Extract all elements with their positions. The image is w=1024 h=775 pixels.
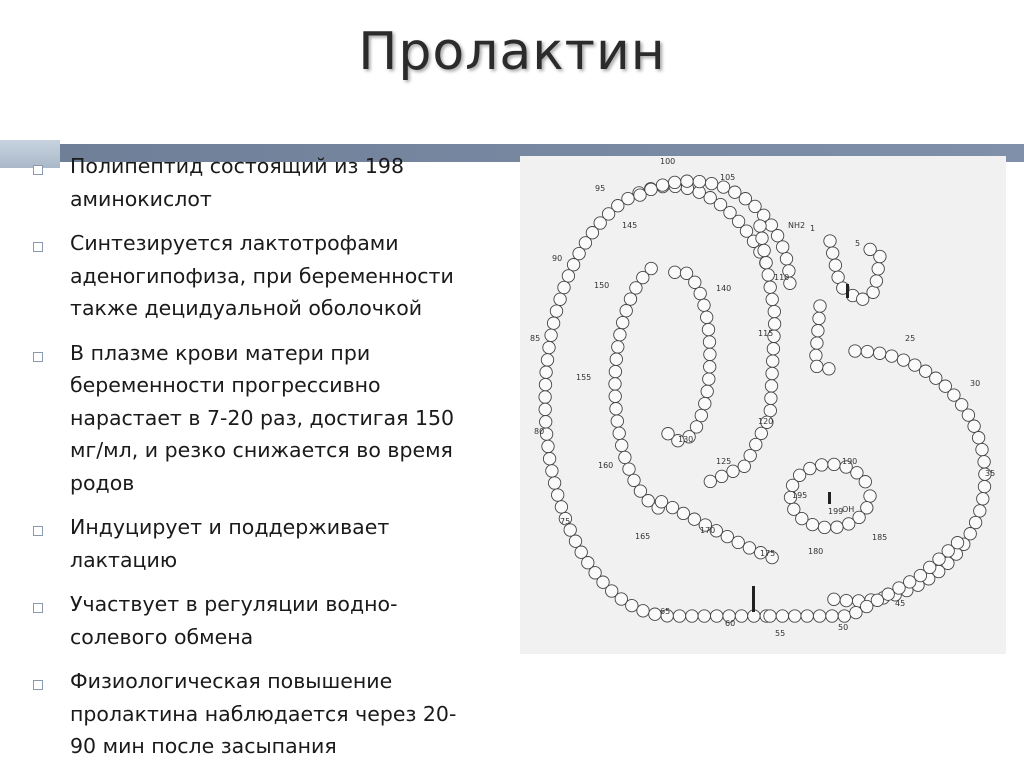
residue-number-label: 80	[534, 427, 545, 436]
residue-bead	[543, 453, 555, 465]
disulfide-bond	[828, 492, 831, 504]
residue-bead	[645, 183, 657, 195]
residue-bead	[811, 360, 823, 372]
residue-bead	[776, 610, 788, 622]
residue-bead	[827, 247, 839, 259]
residue-bead	[977, 493, 989, 505]
residue-bead	[703, 336, 715, 348]
residue-bead	[849, 345, 861, 357]
residue-bead	[612, 341, 624, 353]
residue-bead	[826, 610, 838, 622]
bullet-item	[30, 337, 500, 500]
residue-bead	[558, 281, 570, 293]
bullet-marker-icon	[33, 680, 43, 690]
residue-bead	[717, 181, 729, 193]
bullet-item	[30, 665, 500, 763]
residue-number-label: 175	[760, 549, 776, 558]
residue-bead	[765, 380, 777, 392]
residue-bead	[698, 610, 710, 622]
residue-bead	[539, 378, 551, 390]
residue-bead	[816, 459, 828, 471]
residue-bead	[637, 605, 649, 617]
residue-bead	[777, 241, 789, 253]
residue-bead	[567, 259, 579, 271]
residue-number-label: 170	[700, 526, 716, 535]
bullet-item	[30, 150, 500, 215]
bullet-item	[30, 588, 500, 653]
residue-number-label: 30	[970, 379, 981, 388]
residue-number-label: 95	[595, 184, 606, 193]
residue-number-label: 85	[530, 334, 541, 343]
residue-bead	[767, 355, 779, 367]
residue-bead	[620, 305, 632, 317]
residue-bead	[829, 259, 841, 271]
residue-number-label: 199	[828, 507, 844, 516]
residue-bead	[539, 391, 551, 403]
residue-bead	[555, 501, 567, 513]
residue-number-label: 105	[720, 173, 736, 182]
residue-bead	[735, 610, 747, 622]
page-title: Пролактин	[358, 22, 666, 82]
residue-bead	[699, 397, 711, 409]
residue-number-label: 90	[552, 254, 563, 263]
residue-number-label: 165	[635, 532, 651, 541]
bullet-marker-icon	[33, 603, 43, 613]
residue-number-label: 75	[560, 517, 571, 526]
residue-number-label: 195	[792, 491, 808, 500]
residue-bead	[789, 610, 801, 622]
residue-number-label: 140	[716, 284, 732, 293]
residue-bead	[976, 443, 988, 455]
residue-bead	[828, 458, 840, 470]
residue-number-label: 155	[576, 373, 592, 382]
residue-number-label: 50	[838, 623, 849, 632]
residue-number-label: 180	[808, 547, 824, 556]
residue-bead	[656, 179, 668, 191]
residue-bead	[662, 428, 674, 440]
residue-bead	[702, 323, 714, 335]
bullet-text: В плазме крови матери при беременности прогрессивно нарастает в 7-20 раз, достигая 150 мг/мл, и резко снижается во время родов	[70, 340, 455, 495]
residue-bead	[882, 588, 894, 600]
residue-bead	[543, 341, 555, 353]
residue-bead	[810, 349, 822, 361]
residue-number-label: 115	[758, 329, 774, 338]
bullet-marker-icon	[33, 165, 43, 175]
residue-bead	[630, 282, 642, 294]
residue-bead	[978, 480, 990, 492]
residue-number-label: 145	[622, 221, 638, 230]
residue-bead	[813, 312, 825, 324]
residue-bead	[864, 243, 876, 255]
residue-bead	[562, 270, 574, 282]
bullet-marker-icon	[33, 352, 43, 362]
residue-bead	[864, 490, 876, 502]
residue-bead	[758, 244, 770, 256]
bullet-marker-icon	[33, 526, 43, 536]
residue-bead	[788, 503, 800, 515]
residue-bead	[623, 463, 635, 475]
bullet-text: Участвует в регуляции водно- солевого обмена	[70, 592, 398, 649]
residue-bead	[548, 477, 560, 489]
bullet-list	[30, 150, 500, 775]
residue-bead	[698, 299, 710, 311]
residue-bead	[767, 343, 779, 355]
residue-bead	[754, 220, 766, 232]
residue-bead	[750, 438, 762, 450]
residue-bead	[614, 329, 626, 341]
residue-bead	[628, 474, 640, 486]
residue-bead	[669, 176, 681, 188]
residue-bead	[610, 353, 622, 365]
residue-number-label: NH2	[788, 221, 806, 230]
residue-bead	[831, 521, 843, 533]
residue-bead	[813, 610, 825, 622]
residue-number-label: 45	[895, 599, 906, 608]
residue-bead	[871, 594, 883, 606]
residue-bead	[693, 175, 705, 187]
residue-bead	[609, 378, 621, 390]
residue-bead	[756, 232, 768, 244]
residue-bead	[552, 489, 564, 501]
residue-bead	[716, 470, 728, 482]
residue-bead	[669, 266, 681, 278]
residue-bead	[818, 521, 830, 533]
residue-bead	[547, 317, 559, 329]
bullet-text: Синтезируется лактотрофами аденогипофиза, при беременности также децидуальной оболочкой	[70, 231, 454, 320]
residue-bead	[828, 593, 840, 605]
residue-bead	[688, 513, 700, 525]
residue-bead	[768, 305, 780, 317]
residue-number-label: OH	[842, 505, 855, 514]
disulfide-bond	[752, 586, 755, 612]
bullet-item	[30, 511, 500, 576]
residue-bead	[814, 300, 826, 312]
residue-bead	[804, 462, 816, 474]
residue-bead	[711, 610, 723, 622]
residue-bead	[703, 373, 715, 385]
bullet-text: Индуцирует и поддерживает лактацию	[70, 515, 390, 572]
residue-bead	[764, 610, 776, 622]
residue-bead	[539, 403, 551, 415]
residue-bead	[545, 329, 557, 341]
residue-number-label: 160	[598, 461, 614, 470]
residue-bead	[695, 409, 707, 421]
residue-bead	[626, 599, 638, 611]
residue-bead	[540, 366, 552, 378]
residue-bead	[738, 460, 750, 472]
residue-bead	[681, 175, 693, 187]
residue-bead	[824, 235, 836, 247]
residue-bead	[771, 230, 783, 242]
residue-number-label: 150	[594, 281, 610, 290]
residue-bead	[689, 276, 701, 288]
residue-bead	[617, 316, 629, 328]
residue-bead	[861, 345, 873, 357]
residue-bead	[962, 409, 974, 421]
residue-bead	[704, 361, 716, 373]
residue-bead	[843, 518, 855, 530]
residue-bead	[886, 350, 898, 362]
residue-bead	[550, 305, 562, 317]
residue-bead	[978, 456, 990, 468]
residue-bead	[616, 439, 628, 451]
residue-bead	[972, 432, 984, 444]
residue-bead	[579, 237, 591, 249]
residue-bead	[766, 293, 778, 305]
residue-bead	[655, 496, 667, 508]
residue-bead	[951, 537, 963, 549]
residue-bead	[569, 535, 581, 547]
residue-number-label: 110	[774, 273, 790, 282]
residue-bead	[801, 610, 813, 622]
residue-bead	[666, 501, 678, 513]
residue-bead	[634, 189, 646, 201]
residue-bead	[701, 311, 713, 323]
residue-bead	[743, 542, 755, 554]
residue-number-label: 125	[716, 457, 732, 466]
residue-number-label: 25	[905, 334, 916, 343]
residue-bead	[573, 247, 585, 259]
disulfide-bond	[846, 284, 849, 298]
residue-bead	[541, 354, 553, 366]
residue-number-label: 55	[775, 629, 786, 638]
residue-bead	[704, 475, 716, 487]
residue-bead	[765, 392, 777, 404]
bullet-text: Физиологическая повышение пролактина наблюдается через 20- 90 мин после засыпания	[70, 669, 457, 758]
residue-bead	[872, 263, 884, 275]
bullet-text: Полипептид состоящий из 198 аминокислот	[70, 154, 404, 211]
bullet-marker-icon	[33, 242, 43, 252]
residue-bead	[694, 287, 706, 299]
residue-bead	[609, 365, 621, 377]
residue-bead	[613, 427, 625, 439]
residue-number-label: 60	[725, 619, 736, 628]
residue-bead	[859, 476, 871, 488]
residue-bead	[969, 516, 981, 528]
residue-bead	[755, 427, 767, 439]
residue-bead	[611, 415, 623, 427]
prolactin-structure-diagram	[520, 156, 1006, 654]
residue-bead	[850, 606, 862, 618]
residue-bead	[974, 505, 986, 517]
residue-bead	[704, 192, 716, 204]
residue-number-label: 185	[872, 533, 888, 542]
residue-bead	[701, 385, 713, 397]
residue-bead	[727, 465, 739, 477]
residue-number-label: 130	[678, 435, 694, 444]
residue-bead	[546, 465, 558, 477]
residue-bead	[897, 354, 909, 366]
residue-bead	[968, 420, 980, 432]
residue-bead	[764, 404, 776, 416]
residue-bead	[823, 363, 835, 375]
residue-bead	[704, 348, 716, 360]
amino-acid-chain-figure	[520, 156, 1006, 654]
residue-bead	[624, 293, 636, 305]
residue-bead	[721, 530, 733, 542]
residue-bead	[542, 440, 554, 452]
residue-bead	[811, 337, 823, 349]
residue-number-label: 120	[758, 417, 774, 426]
residue-number-label: 65	[660, 607, 671, 616]
residue-bead	[609, 390, 621, 402]
residue-bead	[705, 177, 717, 189]
residue-bead	[610, 403, 622, 415]
residue-number-label: 100	[660, 157, 676, 166]
residue-bead	[867, 286, 879, 298]
residue-bead	[760, 257, 772, 269]
residue-bead	[874, 347, 886, 359]
residue-number-label: 5	[855, 239, 861, 248]
residue-bead	[764, 281, 776, 293]
residue-bead	[677, 507, 689, 519]
residue-bead	[673, 610, 685, 622]
residue-bead	[812, 325, 824, 337]
residue-number-label: 35	[985, 469, 996, 478]
residue-number-label: 190	[842, 457, 858, 466]
residue-bead	[780, 253, 792, 265]
residue-bead	[909, 359, 921, 371]
residue-bead	[766, 367, 778, 379]
residue-bead	[904, 576, 916, 588]
residue-bead	[686, 610, 698, 622]
residue-bead	[619, 451, 631, 463]
residue-bead	[732, 536, 744, 548]
residue-bead	[840, 594, 852, 606]
residue-bead	[554, 293, 566, 305]
residue-bead	[838, 610, 850, 622]
residue-number-label: 1	[810, 224, 816, 233]
bullet-item	[30, 227, 500, 325]
residue-bead	[870, 275, 882, 287]
residue-bead	[762, 269, 774, 281]
